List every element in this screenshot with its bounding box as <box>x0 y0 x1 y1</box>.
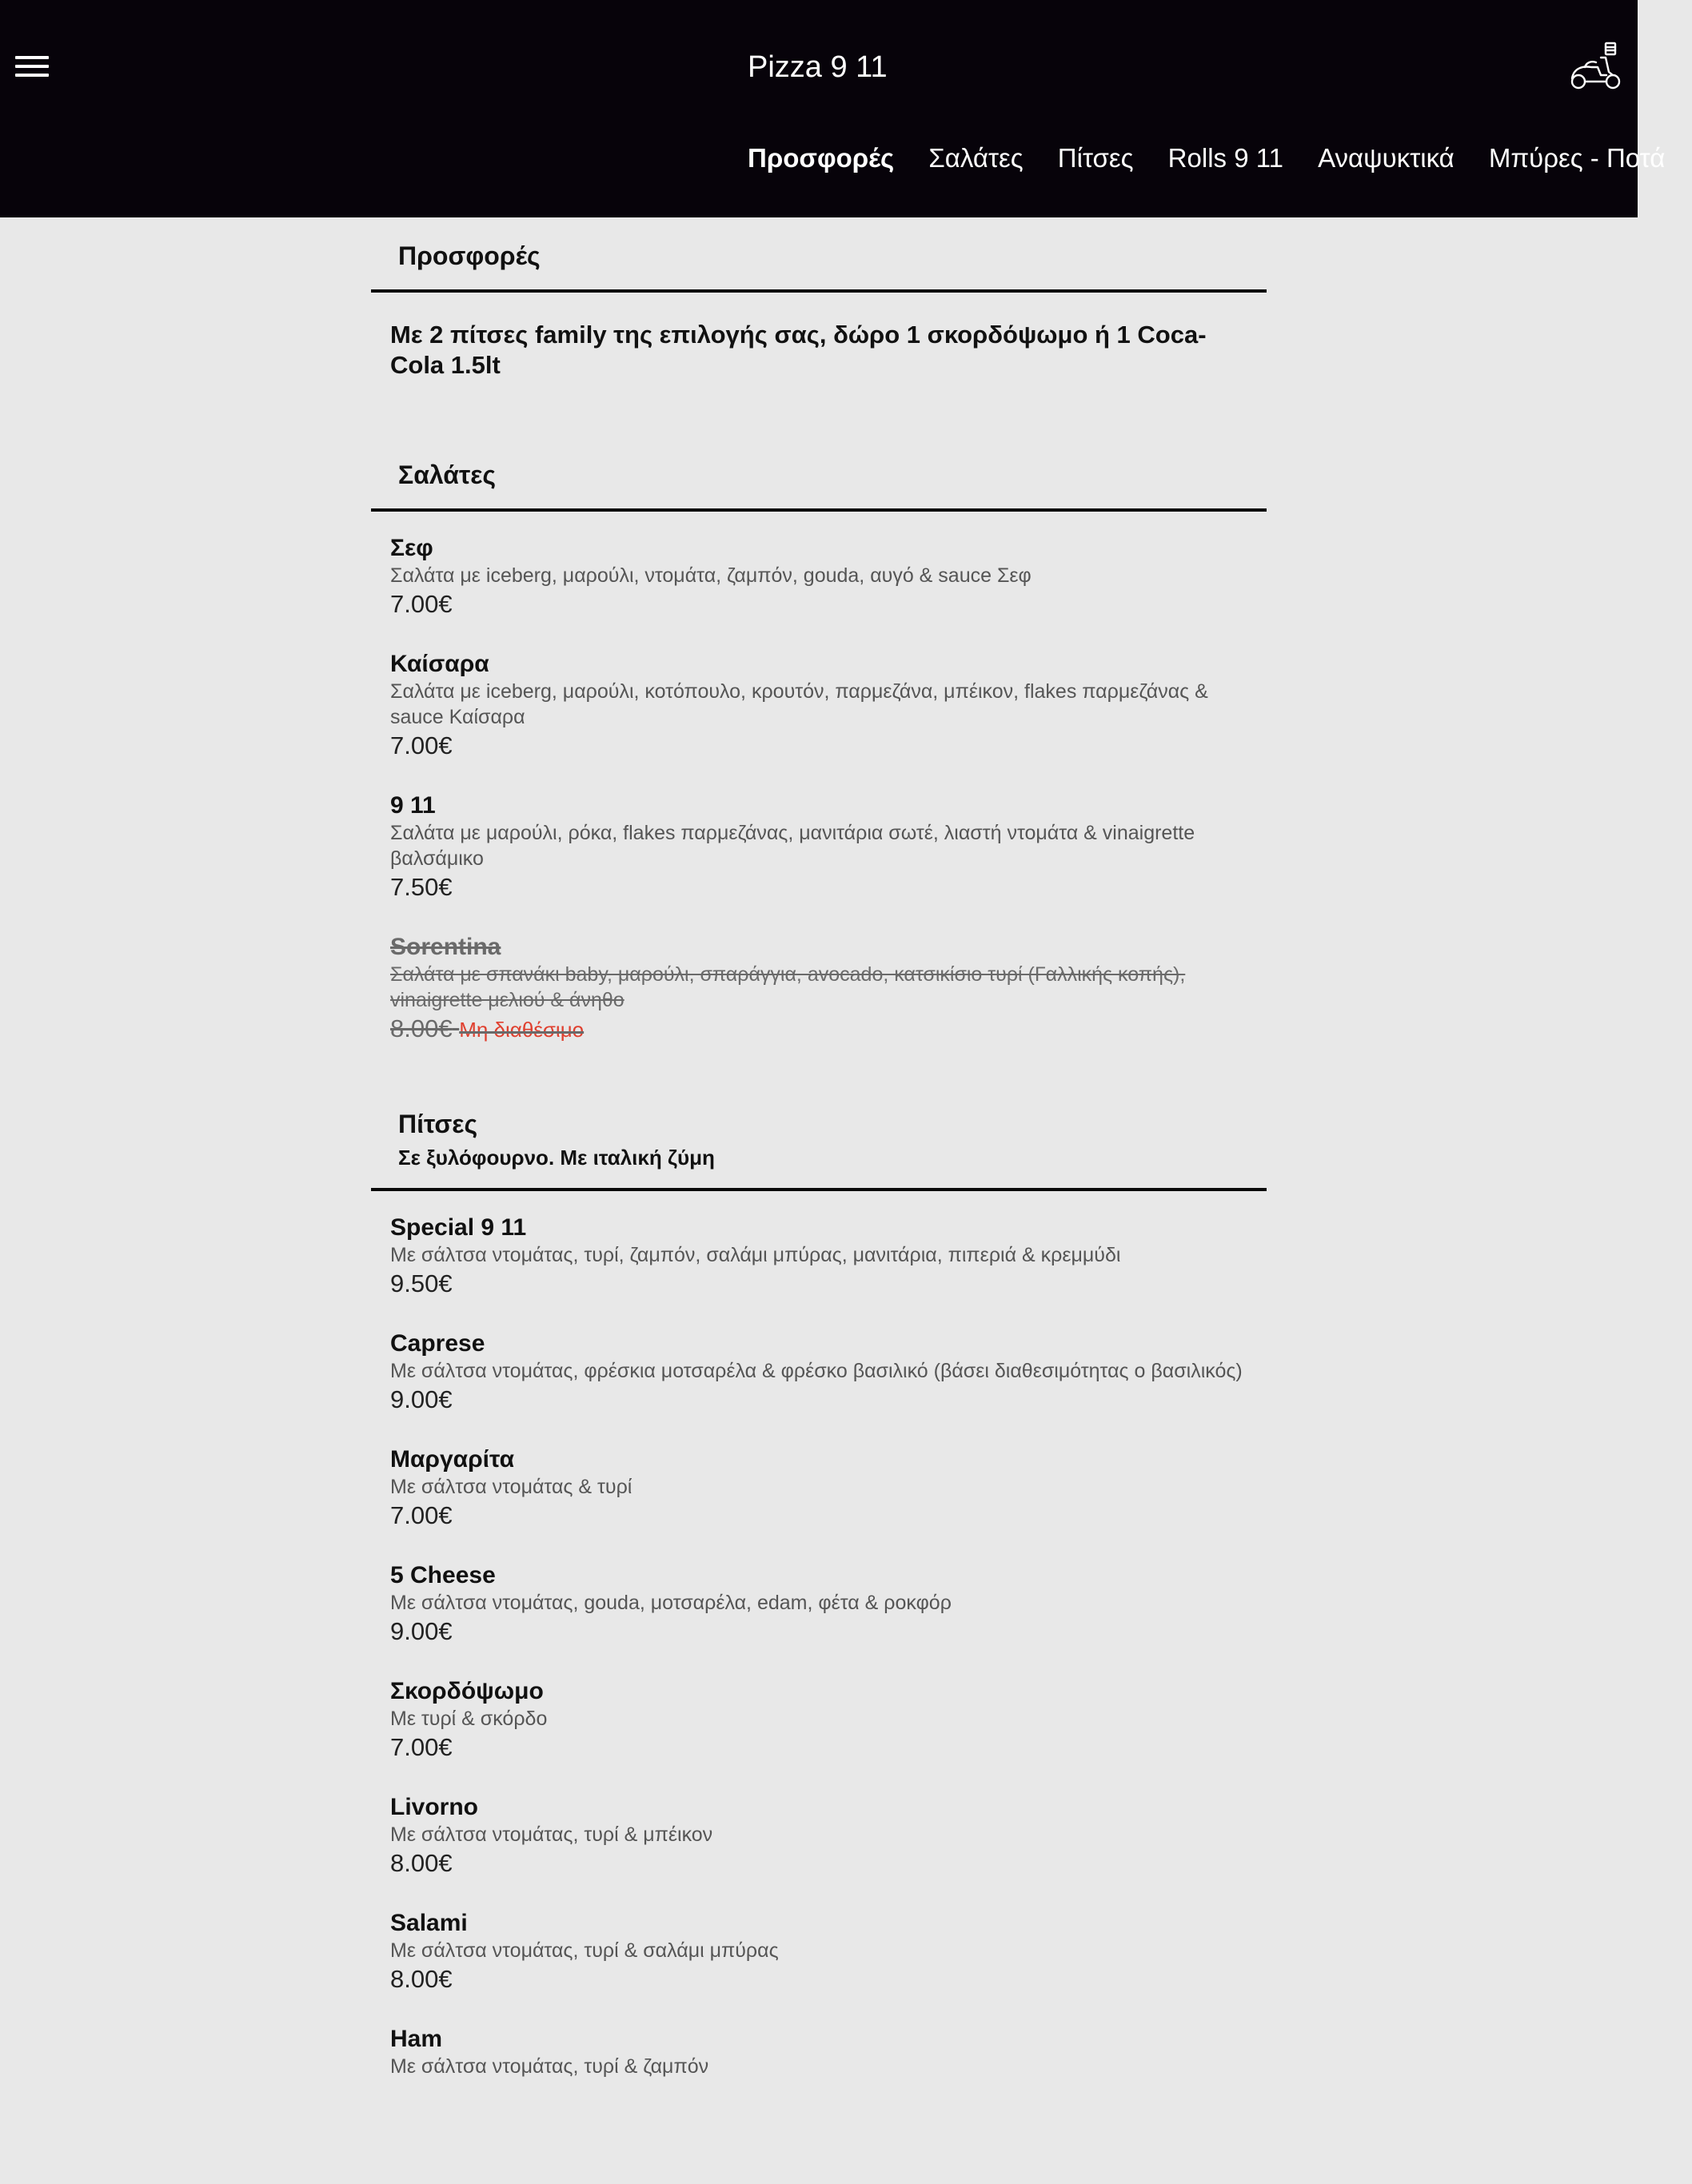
item-price: 8.00€ <box>390 1014 453 1042</box>
menu-item[interactable] <box>390 1677 1247 1764</box>
menu-item[interactable] <box>390 1561 1247 1648</box>
menu-item[interactable] <box>390 1445 1247 1532</box>
section-title-salads: Σαλάτες <box>398 460 497 489</box>
pizzas-section <box>371 1086 1267 2079</box>
item-description: Με σάλτσα ντομάτας, τυρί & σαλάμι μπύρας <box>390 1939 779 1962</box>
item-description: Με σάλτσα ντομάτας, τυρί, ζαμπόν, σαλάμι μπύρας, μανιτάρια, πιπεριά & κρεμμύδι <box>390 1244 1121 1266</box>
item-name: Ham <box>390 2026 443 2052</box>
item-name: Livorno <box>390 1794 478 1820</box>
menu-item[interactable] <box>390 1214 1247 1300</box>
menu-item[interactable] <box>390 650 1247 762</box>
section-header <box>371 1086 1267 1191</box>
section-title-pizzas: Πίτσες <box>398 1110 478 1138</box>
item-price: 7.00€ <box>390 1733 453 1761</box>
item-name: Μαργαρίτα <box>390 1446 515 1473</box>
item-price: 7.00€ <box>390 731 453 759</box>
item-name: Sorentina <box>390 934 501 960</box>
item-price: 7.50€ <box>390 873 453 901</box>
menu-item[interactable] <box>390 2025 1247 2079</box>
section-header <box>371 217 1267 293</box>
item-description: Σαλάτα με σπανάκι baby, μαρούλι, σπαράγγια, avocado, κατσικίσιο τυρί (Γαλλικής κοπής), vinaigrette μελιού & άνηθο <box>390 963 1186 1011</box>
pizzas-list <box>371 1191 1267 2079</box>
item-description: Με σάλτσα ντομάτας & τυρί <box>390 1476 633 1498</box>
promo-offer[interactable]: Με 2 πίτσες family της επιλογής σας, δώρο 1 σκορδόψωμο ή 1 Coca-Cola 1.5lt <box>390 321 1207 379</box>
nav-soft-drinks[interactable]: Αναψυκτικά <box>1318 143 1455 173</box>
item-name: Special 9 11 <box>390 1214 527 1241</box>
item-name: 5 Cheese <box>390 1562 496 1588</box>
item-description: Σαλάτα με iceberg, μαρούλι, ντομάτα, ζαμπόν, gouda, αυγό & sauce Σεφ <box>390 564 1032 587</box>
menu-item[interactable] <box>390 1909 1247 1995</box>
item-description: Με σάλτσα ντομάτας, τυρί & ζαμπόν <box>390 2055 709 2078</box>
offers-section <box>371 217 1267 397</box>
unavailable-badge: Μη διαθέσιμο <box>459 1018 585 1042</box>
item-price: 9.00€ <box>390 1617 453 1645</box>
nav-salads[interactable]: Σαλάτες <box>928 143 1024 173</box>
item-name: Σκορδόψωμο <box>390 1678 544 1704</box>
item-price: 9.00€ <box>390 1385 453 1413</box>
item-price: 9.50€ <box>390 1269 453 1297</box>
category-nav <box>748 141 1692 176</box>
item-price-row <box>390 1013 1247 1046</box>
restaurant-title: Pizza 9 11 <box>748 50 888 84</box>
section-subtitle-pizzas: Σε ξυλόφουρνο. Με ιταλική ζύμη <box>398 1146 715 1170</box>
section-header <box>371 436 1267 512</box>
menu-item-unavailable <box>390 933 1247 1046</box>
nav-rolls[interactable]: Rolls 9 11 <box>1167 143 1283 173</box>
item-description: Με τυρί & σκόρδο <box>390 1708 548 1730</box>
item-name: Σεφ <box>390 535 433 561</box>
menu-item[interactable] <box>390 1329 1247 1416</box>
item-description: Σαλάτα με μαρούλι, ρόκα, flakes παρμεζάνας, μανιτάρια σωτέ, λιαστή ντομάτα & vinaigrette βαλσάμικο <box>390 822 1195 870</box>
item-name: Caprese <box>390 1330 485 1357</box>
salads-section <box>371 436 1267 1046</box>
nav-pizzas[interactable]: Πίτσες <box>1057 143 1134 173</box>
item-name: Καίσαρα <box>390 651 489 677</box>
nav-beers-drinks[interactable]: Μπύρες - Ποτά <box>1488 143 1666 173</box>
menu-item[interactable] <box>390 534 1247 620</box>
item-price: 7.00€ <box>390 590 453 618</box>
item-description: Με σάλτσα ντομάτας, φρέσκια μοτσαρέλα & φρέσκο βασιλικό (βάσει διαθεσιμότητας ο βασιλικός) <box>390 1360 1243 1382</box>
hamburger-menu-icon[interactable] <box>15 53 49 80</box>
salads-list <box>371 512 1267 1046</box>
item-name: 9 11 <box>390 792 436 819</box>
menu-content <box>371 217 1267 2119</box>
menu-item[interactable] <box>390 1793 1247 1879</box>
item-description: Με σάλτσα ντομάτας, gouda, μοτσαρέλα, edam, φέτα & ροκφόρ <box>390 1592 952 1614</box>
item-description: Σαλάτα με iceberg, μαρούλι, κοτόπουλο, κρουτόν, παρμεζάνα, μπέικον, flakes παρμεζάνας & sauce Καίσαρα <box>390 680 1208 728</box>
item-price: 8.00€ <box>390 1965 453 1993</box>
menu-item[interactable] <box>390 791 1247 903</box>
nav-offers[interactable]: Προσφορές <box>748 143 895 173</box>
section-title-offers: Προσφορές <box>398 241 541 270</box>
top-header <box>0 0 1666 217</box>
item-price: 8.00€ <box>390 1849 453 1877</box>
item-description: Με σάλτσα ντομάτας, τυρί & μπέικον <box>390 1823 713 1846</box>
item-price: 7.00€ <box>390 1501 453 1529</box>
item-name: Salami <box>390 1910 468 1936</box>
delivery-scooter-icon[interactable] <box>1569 42 1623 91</box>
